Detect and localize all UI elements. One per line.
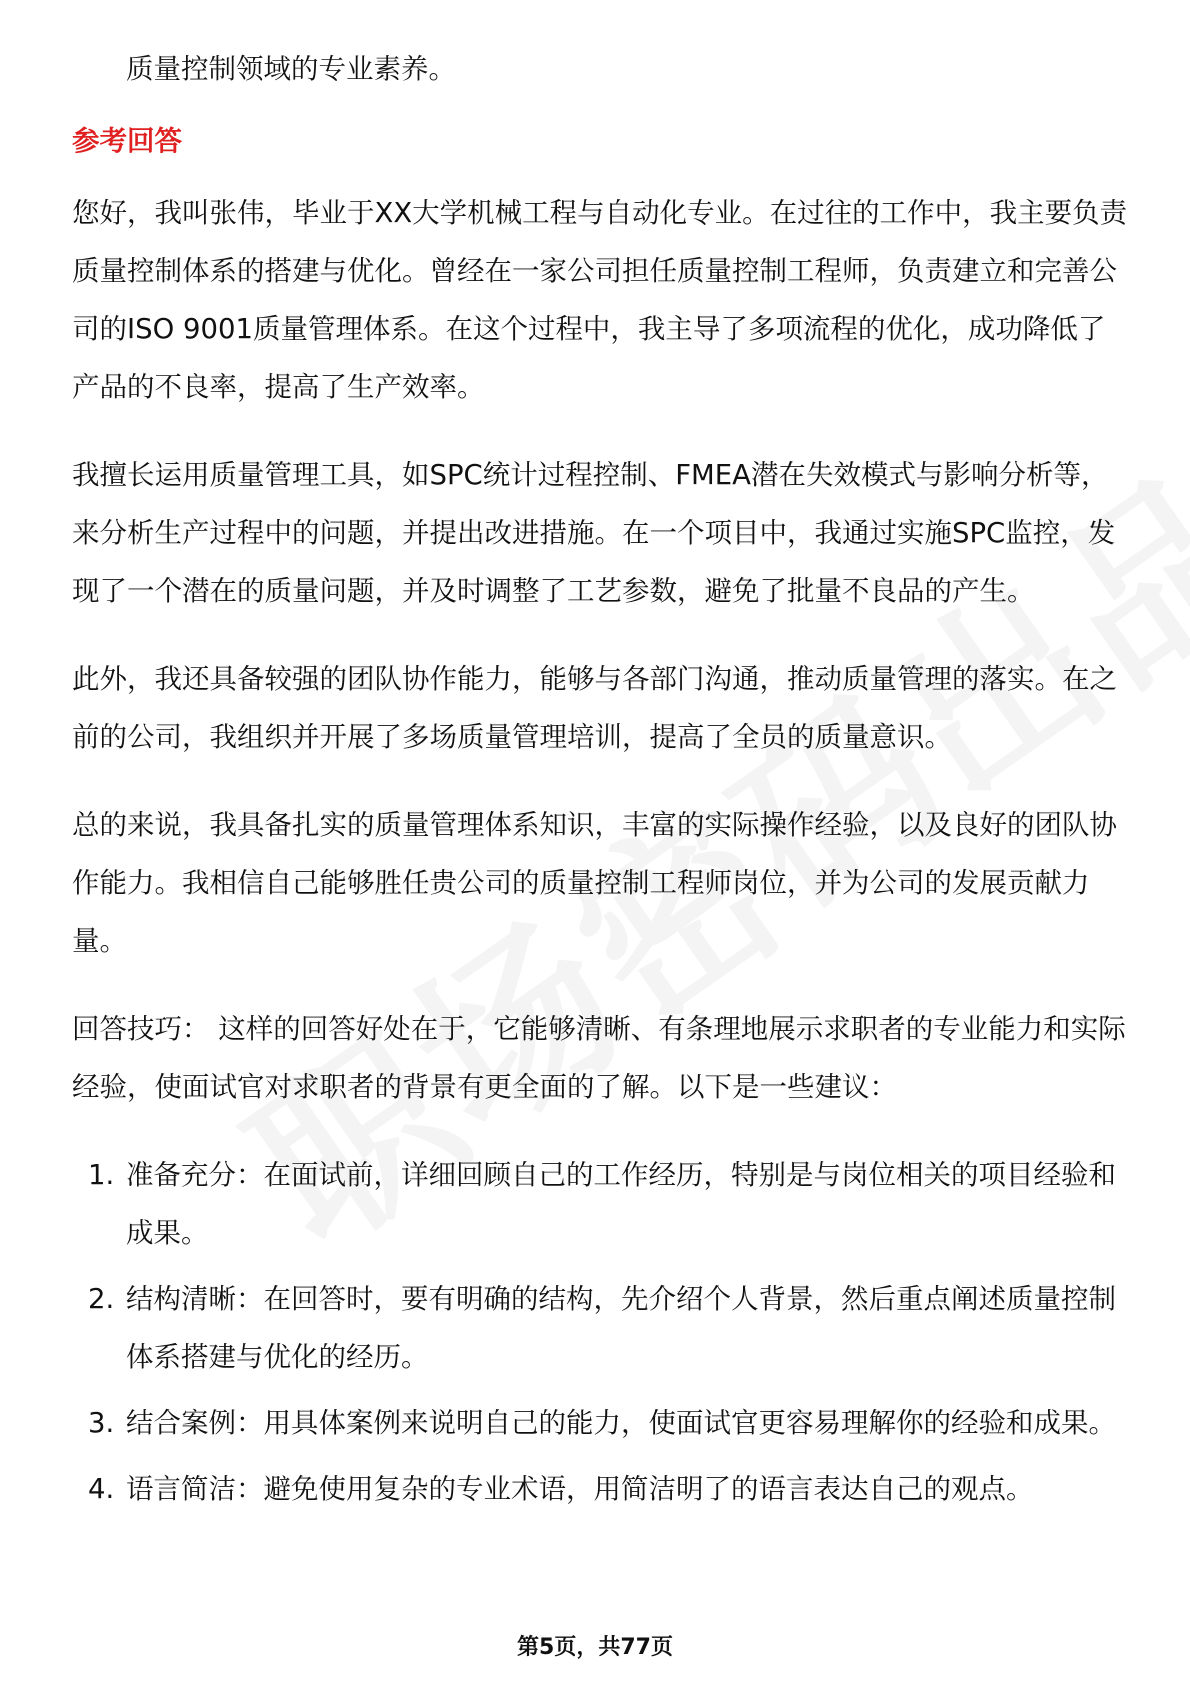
list-item-text: 结合案例：用具体案例来说明自己的能力，使面试官更容易理解你的经验和成果。 — [126, 1407, 1116, 1439]
answer-paragraph-3: 此外，我还具备较强的团队协作能力，能够与各部门沟通，推动质量管理的落实。在之前的公司，我组织并开展了多场质量管理培训，提高了全员的质量意识。 — [72, 663, 1117, 753]
page-footer: 第5页，共77页 — [517, 1635, 673, 1660]
list-item-number: 2. — [88, 1283, 115, 1315]
tips-intro-paragraph: 回答技巧： 这样的回答好处在于，它能够清晰、有条理地展示求职者的专业能力和实际经验，使面试官对求职者的背景有更全面的了解。以下是一些建议： — [72, 1013, 1126, 1103]
answer-paragraph-2: 我擅长运用质量管理工具，如SPC统计过程控制、FMEA潜在失效模式与影响分析等，来分析生产过程中的问题，并提出改进措施。在一个项目中，我通过实施SPC监控，发现了一个潜在的质量问题，并及时调整了工艺参数，避免了批量不良品的产生。 — [72, 459, 1116, 607]
answer-paragraph-1: 您好，我叫张伟，毕业于XX大学机械工程与自动化专业。在过往的工作中，我主要负责质量控制体系的搭建与优化。曾经在一家公司担任质量控制工程师，负责建立和完善公司的ISO 9001质量管理体系。在这个过程中，我主导了多项流程的优化，成功降低了产品的不良率，提高了生产效率。 — [72, 197, 1128, 403]
list-item-text: 准备充分：在面试前，详细回顾自己的工作经历，特别是与岗位相关的项目经验和成果。 — [126, 1159, 1116, 1249]
list-item — [72, 1394, 1132, 1452]
list-item-number: 3. — [88, 1407, 115, 1439]
list-item — [72, 1270, 1132, 1386]
list-item — [72, 1146, 1132, 1262]
intro-tail-text: 质量控制领域的专业素养。 — [126, 53, 456, 85]
answer-paragraph-4: 总的来说，我具备扎实的质量管理体系知识，丰富的实际操作经验，以及良好的团队协作能力。我相信自己能够胜任贵公司的质量控制工程师岗位，并为公司的发展贡献力量。 — [72, 809, 1117, 957]
section-heading: 参考回答 — [72, 125, 182, 157]
tips-list — [72, 1146, 1132, 1518]
list-item — [72, 1460, 1132, 1518]
list-item-text: 语言简洁：避免使用复杂的专业术语，用简洁明了的语言表达自己的观点。 — [126, 1473, 1034, 1505]
page-content — [72, 40, 1132, 1518]
list-item-number: 4. — [88, 1473, 115, 1505]
list-item-number: 1. — [88, 1159, 115, 1191]
list-item-text: 结构清晰：在回答时，要有明确的结构，先介绍个人背景，然后重点阐述质量控制体系搭建与优化的经历。 — [126, 1283, 1116, 1373]
